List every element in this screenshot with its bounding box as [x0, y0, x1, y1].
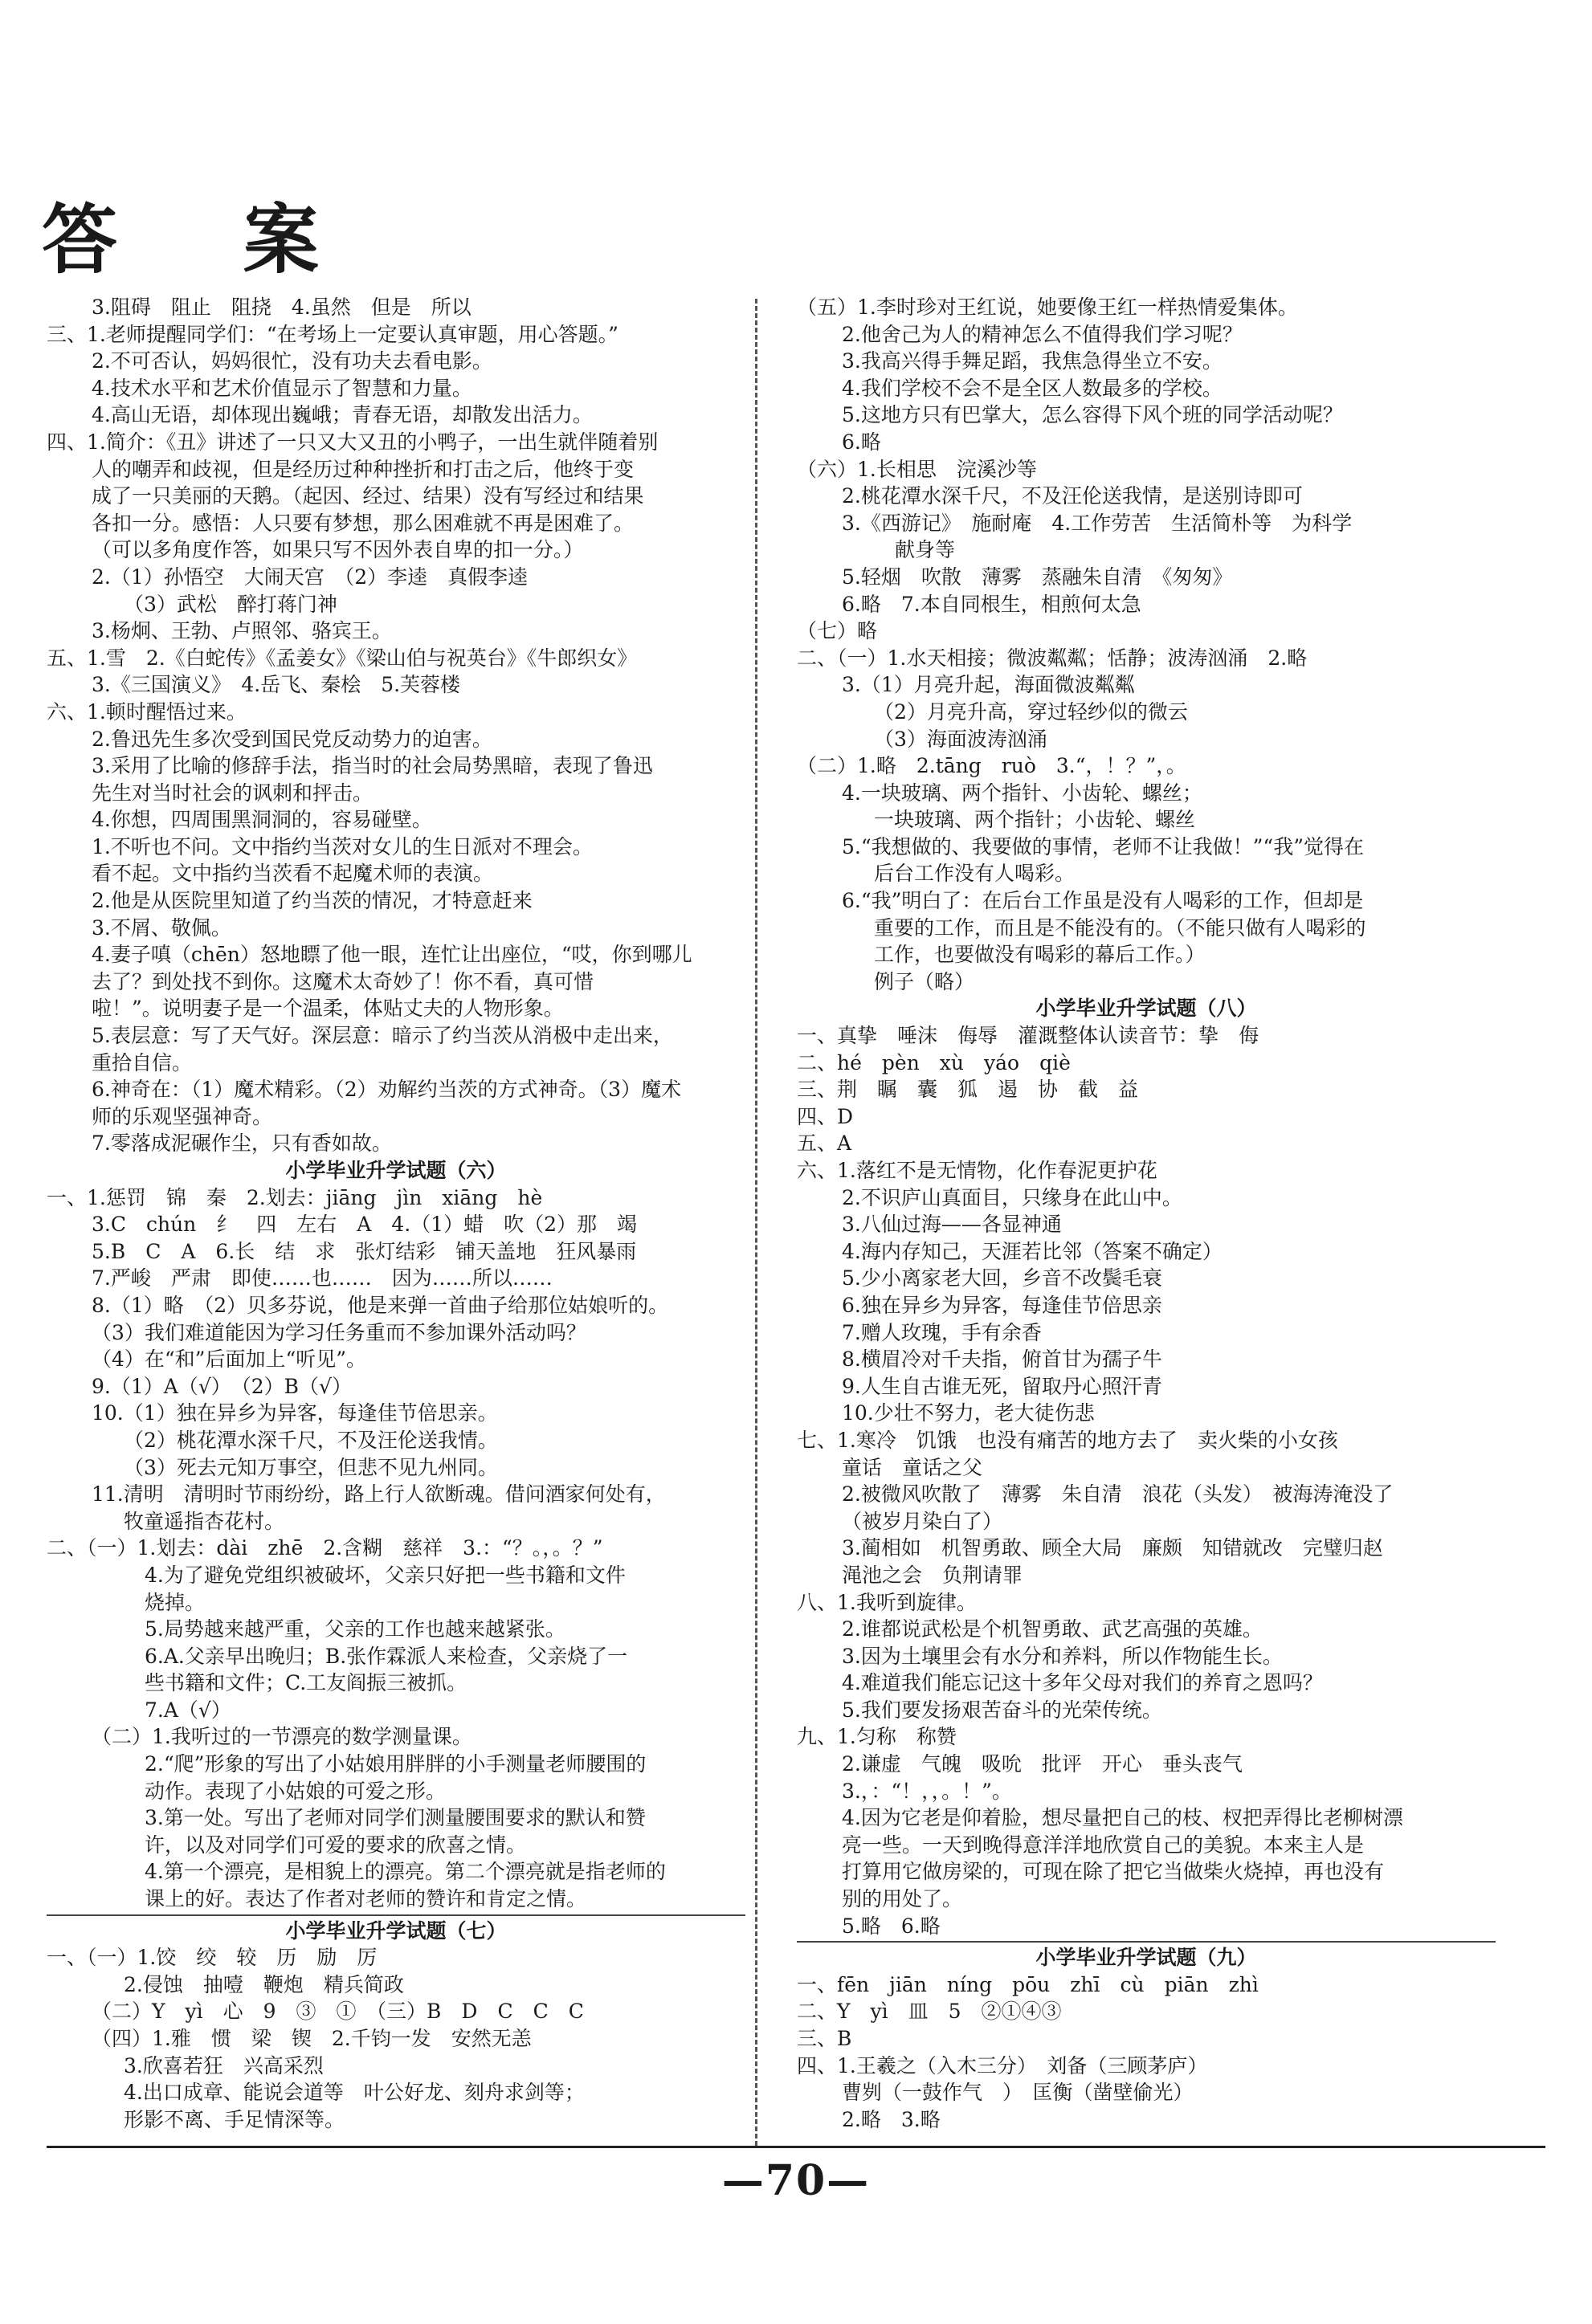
- answer-line: 工作，也要做没有喝彩的幕后工作。）: [874, 943, 1206, 967]
- answer-line: 3.采用了比喻的修辞手法，指当时的社会局势黑暗，表现了鲁迅: [92, 754, 653, 778]
- answer-line: 五、A: [797, 1131, 852, 1156]
- answer-line: 2.他舍己为人的精神怎么不值得我们学习呢？: [842, 322, 1243, 346]
- answer-line: 3.第一处。写出了老师对同学们测量腰围要求的默认和赞: [145, 1806, 646, 1830]
- page-number: —70—: [721, 2156, 871, 2205]
- answer-line: 啦！”。说明妻子是一个温柔，体贴丈夫的人物形象。: [92, 997, 564, 1021]
- answer-line: 重要的工作，而且是不能没有的。（不能只做有人喝彩的: [874, 915, 1366, 940]
- answer-line: 烧掉。: [145, 1590, 206, 1614]
- answer-line: 10.少壮不努力，老大徒伤悲: [842, 1401, 1095, 1425]
- section-rule: [797, 1941, 1496, 1943]
- answer-line: 2.被微风吹散了 薄雾 朱自清 浪花（头发） 被海涛淹没了: [842, 1482, 1394, 1507]
- answer-line: 二、（一）1.划去：dài zhē 2.含糊 慈祥 3.：“？。，。？”: [47, 1536, 603, 1560]
- answer-line: 3.，：“！，，。！”。: [842, 1779, 1012, 1803]
- answer-line: 献身等: [895, 538, 956, 562]
- answer-line: （3）死去元知万事空，但悲不见九州同。: [124, 1455, 498, 1479]
- answer-line: 3.八仙过海——各显神通: [842, 1213, 1062, 1237]
- answer-line: （3）武松 醉打蒋门神: [124, 592, 337, 616]
- answer-line: 3.不屑、敬佩。: [92, 915, 231, 940]
- answer-line: 3.杨炯、王勃、卢照邻、骆宾王。: [92, 619, 392, 643]
- answer-line: 六、1.顿时醒悟过来。: [47, 699, 247, 724]
- answer-line: 七、1.寒冷 饥饿 也没有痛苦的地方去了 卖火柴的小女孩: [797, 1428, 1338, 1452]
- answer-line: 4.第一个漂亮，是相貌上的漂亮。第二个漂亮就是指老师的: [145, 1860, 666, 1884]
- answer-line: 5.这地方只有巴掌大，怎么容得下风个班的同学活动呢？: [842, 403, 1343, 427]
- answer-line: 4.出口成章、能说会道等 叶公好龙、刻舟求剑等；: [124, 2081, 585, 2105]
- answer-line: （二）Y yì 心 9 ③ ① （三）B D C C C: [92, 2000, 584, 2024]
- answer-line: （二）1.我听过的一节漂亮的数学测量课。: [92, 1725, 472, 1749]
- answer-line: 童话 童话之父: [842, 1455, 983, 1479]
- answer-line: （可以多角度作答，如果只写不因外表自卑的扣一分。）: [92, 538, 584, 562]
- answer-line: 成了一只美丽的天鹅。（起因、经过、结果）没有写经过和结果: [92, 484, 644, 508]
- page-title: 答 案: [42, 196, 369, 284]
- answer-line: 6.略: [842, 430, 881, 454]
- answer-line: 3.因为土壤里会有水分和养料，所以作物能生长。: [842, 1644, 1283, 1668]
- answer-line: 5.我们要发扬艰苦奋斗的光荣传统。: [842, 1698, 1162, 1722]
- answer-line: 5.略 6.略: [842, 1914, 941, 1938]
- answer-line: 打算用它做房梁的，可现在除了把它当做柴火烧掉，再也没有: [842, 1860, 1385, 1884]
- answer-line: 2.鲁迅先生多次受到国民党反动势力的迫害。: [92, 727, 492, 751]
- answer-line: 6.A.父亲早出晚归；B.张作霖派人来检查，父亲烧了一: [145, 1644, 628, 1668]
- answer-line: 八、1.我听到旋律。: [797, 1590, 977, 1614]
- answer-line: 3.蔺相如 机智勇敢、顾全大局 廉颇 知错就改 完璧归赵: [842, 1536, 1383, 1560]
- answer-line: 课上的好。表达了作者对老师的赞许和肯定之情。: [145, 1887, 587, 1911]
- answer-line: 2.略 3.略: [842, 2107, 941, 2131]
- answer-line: （2）桃花潭水深千尺，不及汪伦送我情。: [124, 1428, 498, 1452]
- answer-line: （四）1.雅 惯 梁 锲 2.千钧一发 安然无恙: [92, 2027, 532, 2050]
- answer-line: 4.一块玻璃、两个指针、小齿轮、螺丝；: [842, 781, 1202, 805]
- answer-line: （七）略: [797, 619, 878, 643]
- footer-rule: [47, 2146, 1545, 2148]
- answer-line: 四、D: [797, 1104, 854, 1128]
- answer-line: 例子（略）: [874, 969, 975, 993]
- answer-line: 看不起。文中指约当茨看不起魔术师的表演。: [92, 862, 494, 886]
- answer-line: 7.零落成泥碾作尘，只有香如故。: [92, 1131, 392, 1156]
- answer-line: 3.欣喜若狂 兴高采烈: [124, 2053, 324, 2077]
- answer-line: 2.“爬”形象的写出了小姑娘用胖胖的小手测量老师腰围的: [145, 1752, 647, 1776]
- answer-line: 5.轻烟 吹散 薄雾 蒸融朱自清 《匆匆》: [842, 565, 1233, 589]
- section-heading: 小学毕业升学试题（九）: [1035, 1946, 1257, 1970]
- answer-line: 7.A（√）: [145, 1698, 231, 1722]
- answer-line: 2.（1）孙悟空 大闹天宫 （2）李逵 真假李逵: [92, 565, 529, 589]
- answer-line: 6.略 7.本自同根生，相煎何太急: [842, 592, 1141, 616]
- answer-line: 4.难道我们能忘记这十多年父母对我们的养育之恩吗？: [842, 1671, 1323, 1695]
- answer-line: （六）1.长相思 浣溪沙等: [797, 457, 1037, 481]
- answer-line: 三、1.老师提醒同学们：“在考场上一定要认真审题，用心答题。”: [47, 322, 618, 346]
- answer-line: 6.独在异乡为异客，每逢佳节倍思亲: [842, 1293, 1162, 1317]
- answer-line: 8.横眉冷对千夫指，俯首甘为孺子牛: [842, 1348, 1162, 1372]
- answer-line: 2.他是从医院里知道了约当茨的情况，才特意赶来: [92, 889, 533, 913]
- answer-line: 后台工作没有人喝彩。: [874, 862, 1076, 886]
- answer-line: （3）海面波涛汹涌: [874, 727, 1047, 751]
- answer-line: 7.严峻 严肃 即使……也…… 因为……所以……: [92, 1266, 553, 1290]
- answer-line: 2.桃花潭水深千尺，不及汪伦送我情，是送别诗即可: [842, 484, 1303, 508]
- answer-line: 别的用处了。: [842, 1887, 963, 1911]
- answer-line: 渑池之会 负荆请罪: [842, 1563, 1023, 1587]
- answer-line: 10.（1）独在异乡为异客，每逢佳节倍思亲。: [92, 1401, 498, 1425]
- answer-line: （2）月亮升高，穿过轻纱似的微云: [874, 699, 1188, 724]
- answer-line: 5.表层意：写了天气好。深层意：暗示了约当茨从消极中走出来，: [92, 1024, 673, 1048]
- section-heading: 小学毕业升学试题（八）: [1035, 997, 1257, 1021]
- answer-line: 师的乐观坚强神奇。: [92, 1104, 273, 1128]
- answer-line: 3.《西游记》 施耐庵 4.工作劳苦 生活简朴等 为科学: [842, 511, 1353, 535]
- answer-line: 一、真挚 唾沫 侮辱 灌溉整体认读音节：挚 侮: [797, 1024, 1259, 1048]
- answer-line: （4）在“和”后面加上“听见”。: [92, 1348, 367, 1372]
- answer-line: 7.赠人玫瑰，手有余香: [842, 1320, 1042, 1344]
- answer-line: 三、荆 瞩 囊 狐 遏 协 截 益: [797, 1078, 1139, 1102]
- answer-line: 11.清明 清明时节雨纷纷，路上行人欲断魂。借问酒家何处有，: [92, 1482, 666, 1507]
- answer-line: 一、（一）1.饺 绞 较 历 励 厉: [47, 1946, 378, 1970]
- answer-line: 3.《三国演义》 4.岳飞、秦桧 5.芙蓉楼: [92, 673, 461, 697]
- answer-line: （二）1.略 2.tāng ruò 3.“，！？”，。: [797, 754, 1186, 778]
- answer-line: 重拾自信。: [92, 1050, 193, 1074]
- answer-line: 4.我们学校不会不是全区人数最多的学校。: [842, 376, 1223, 400]
- answer-line: 4.你想，四周围黑洞洞的，容易碰壁。: [92, 808, 432, 832]
- answer-line: 6.神奇在：（1）魔术精彩。（2）劝解约当茨的方式神奇。（3）魔术: [92, 1078, 682, 1102]
- column-divider: [755, 299, 757, 2146]
- answer-line: 各扣一分。感悟：人只要有梦想，那么困难就不再是困难了。: [92, 511, 635, 535]
- answer-line: 人的嘲弄和歧视，但是经历过种种挫折和打击之后，他终于变: [92, 457, 635, 481]
- answer-line: 动作。表现了小姑娘的可爱之形。: [145, 1779, 447, 1803]
- answer-line: 5.局势越来越严重，父亲的工作也越来越紧张。: [145, 1617, 565, 1641]
- answer-line: 2.谦虚 气魄 吸吮 批评 开心 垂头丧气: [842, 1752, 1243, 1776]
- answer-line: 九、1.匀称 称赞: [797, 1725, 957, 1749]
- answer-line: 9.人生自古谁无死，留取丹心照汗青: [842, 1374, 1162, 1398]
- answer-line: 4.因为它老是仰着脸，想尽量把自己的枝、杈把弄得比老柳树漂: [842, 1806, 1403, 1830]
- answer-line: 二、Y yì 皿 5 ②①④③: [797, 2000, 1062, 2024]
- answer-line: 四、1.王羲之（入木三分） 刘备（三顾茅庐）: [797, 2053, 1208, 2077]
- answer-line: 2.侵蚀 抽噎 鞭炮 精兵简政: [124, 1972, 404, 1996]
- answer-line: 6.“我”明白了：在后台工作虽是没有人喝彩的工作，但却是: [842, 889, 1364, 913]
- answer-line: 5.“我想做的、我要做的事情，老师不让我做！”“我”觉得在: [842, 834, 1364, 858]
- left-answer-column: [47, 294, 745, 2133]
- answer-line: 去了？到处找不到你。这魔术太奇妙了！你不看，真可惜: [92, 969, 594, 993]
- answer-line: 五、1.雪 2.《白蛇传》《孟姜女》《梁山伯与祝英台》《牛郎织女》: [47, 646, 638, 670]
- answer-line: 8.（1）略 （2）贝多芬说，他是来弹一首曲子给那位姑娘听的。: [92, 1293, 669, 1317]
- answer-line: 4.技术水平和艺术价值显示了智慧和力量。: [92, 376, 472, 400]
- answer-line: （3）我们难道能因为学习任务重而不参加课外活动吗？: [92, 1320, 586, 1344]
- answer-line: 4.海内存知己，天涯若比邻（答案不确定）: [842, 1239, 1223, 1263]
- answer-line: 5.B C A 6.长 结 求 张灯结彩 铺天盖地 狂风暴雨: [92, 1239, 637, 1263]
- answer-line: 许，以及对同学们可爱的要求的欣喜之情。: [145, 1833, 527, 1857]
- answer-line: 二、（一）1.水天相接；微波粼粼；恬静；波涛汹涌 2.略: [797, 646, 1308, 670]
- answer-line: 2.不可否认，妈妈很忙，没有功夫去看电影。: [92, 349, 492, 373]
- answer-line: 4.妻子嗔（chēn）怒地瞟了他一眼，连忙让出座位，“哎，你到哪儿: [92, 943, 692, 967]
- section-heading: 小学毕业升学试题（七）: [285, 1918, 507, 1943]
- answer-line: 亮一些。一天到晚得意洋洋地欣赏自己的美貌。本来主人是: [842, 1833, 1365, 1857]
- answer-line: 先生对当时社会的讽刺和抨击。: [92, 781, 374, 805]
- answer-line: 形影不离、手足情深等。: [124, 2107, 345, 2131]
- answer-line: 曹刿（一鼓作气 ） 匡衡（凿壁偷光）: [842, 2081, 1194, 2105]
- answer-line: 四、1.简介：《丑》讲述了一只又大又丑的小鸭子，一出生就伴随着别: [47, 430, 659, 454]
- answer-line: 3.阻碍 阻止 阻挠 4.虽然 但是 所以: [92, 296, 471, 319]
- answer-line: 牧童遥指杏花村。: [124, 1509, 285, 1533]
- answer-line: 六、1.落红不是无情物，化作春泥更护花: [797, 1159, 1157, 1182]
- answer-line: 1.不听也不问。文中指约当茨对女儿的生日派对不理会。: [92, 834, 593, 858]
- answer-line: 2.不识庐山真面目，只缘身在此山中。: [842, 1185, 1182, 1209]
- answer-line: 5.少小离家老大回，乡音不改鬓毛衰: [842, 1266, 1162, 1290]
- answer-line: 2.谁都说武松是个机智勇敢、武艺高强的英雄。: [842, 1617, 1263, 1641]
- answer-line: （五）1.李时珍对王红说，她要像王红一样热情爱集体。: [797, 296, 1298, 319]
- answer-line: 些书籍和文件；C.工友阎振三被抓。: [145, 1671, 467, 1695]
- section-rule: [47, 1914, 745, 1916]
- answer-line: 一块玻璃、两个指针；小齿轮、螺丝: [874, 808, 1196, 832]
- section-heading: 小学毕业升学试题（六）: [285, 1159, 507, 1182]
- answer-line: 9.（1）A（√） （2）B（√）: [92, 1374, 352, 1398]
- answer-line: 二、hé pèn xù yáo qiè: [797, 1050, 1071, 1074]
- answer-line: 3.我高兴得手舞足蹈，我焦急得坐立不安。: [842, 349, 1223, 373]
- answer-line: 4.为了避免党组织被破坏，父亲只好把一些书籍和文件: [145, 1563, 626, 1587]
- answer-line: 3.C chún 纟 四 左右 A 4.（1）蜡 吹（2）那 竭: [92, 1213, 638, 1237]
- answer-line: 3.（1）月亮升起，海面微波粼粼: [842, 673, 1135, 697]
- answer-line: （被岁月染白了）: [842, 1509, 1003, 1533]
- right-answer-column: [797, 294, 1496, 2133]
- answer-line: 三、B: [797, 2027, 852, 2050]
- answer-line: 4.高山无语，却体现出巍峨；青春无语，却散发出活力。: [92, 403, 593, 427]
- answer-line: 一、1.惩罚 锦 秦 2.划去：jiāng jìn xiāng hè: [47, 1185, 543, 1209]
- answer-line: 一、fēn jiān níng pōu zhī cù piān zhì: [797, 1972, 1259, 1996]
